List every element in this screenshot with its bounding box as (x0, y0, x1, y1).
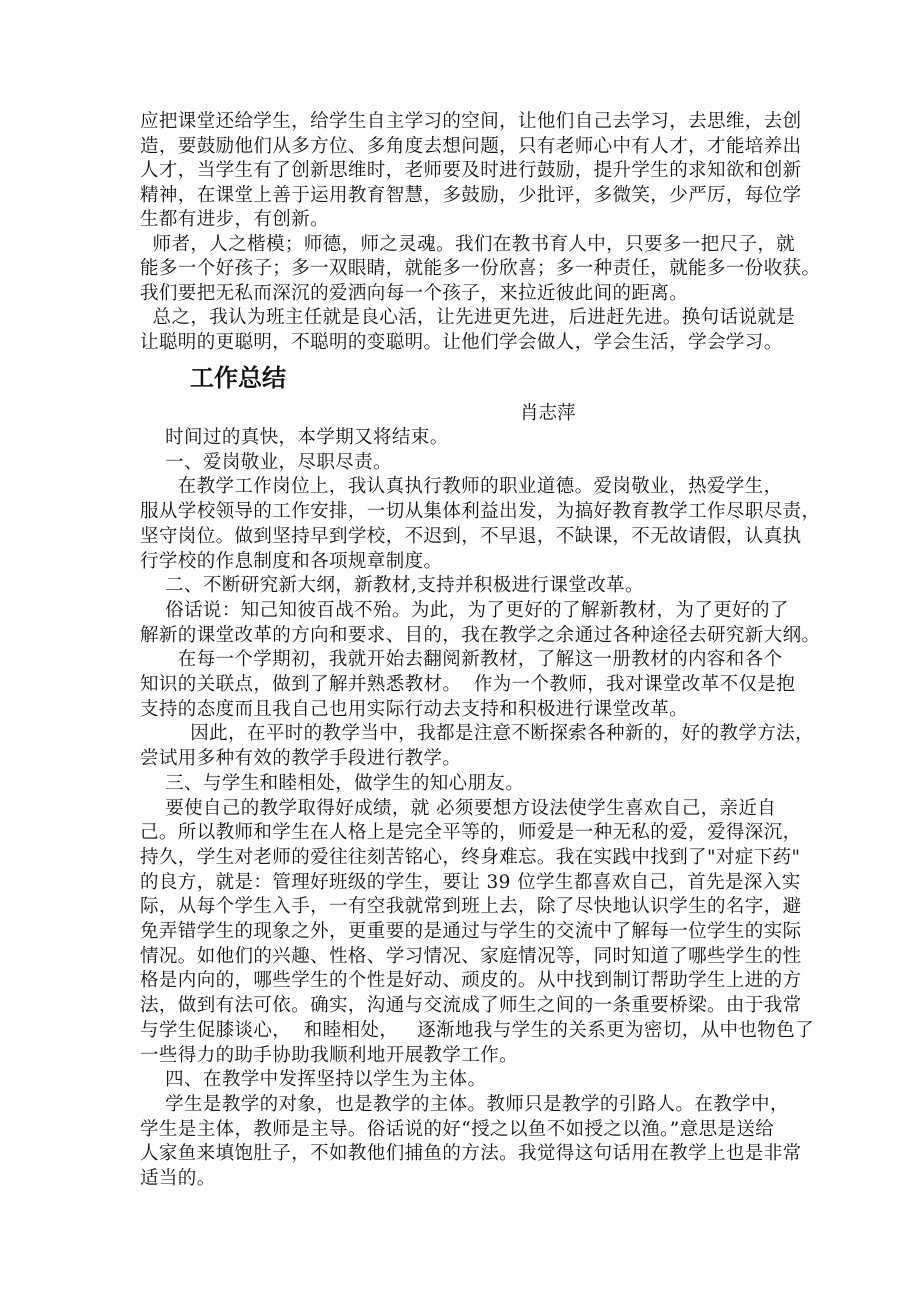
body-line: 在教学工作岗位上，我认真执行教师的职业道德。爱岗敬业，热爱学生， (140, 476, 783, 497)
body-line: 情况。如他们的兴趣、性格、学习情况、家庭情况等，同时知道了哪些学生的性 (140, 946, 802, 967)
body-line: 俗话说：知己知彼百战不殆。为此，为了更好的了解新教材，为了更好的了 (140, 600, 789, 621)
body-line: 己。所以教师和学生在人格上是完全平等的，师爱是一种无私的爱，爱得深沉， (140, 822, 802, 843)
body-line: 二、不断研究新大纲，新教材,支持并积极进行课堂改革。 (140, 575, 644, 596)
body-line: 学生是主体，教师是主导。俗话说的好“授之以鱼不如授之以渔。”意思是送给 (140, 1119, 775, 1140)
intro-line: 造，要鼓励他们从多方位、多角度去想问题，只有老师心中有人才，才能培养出 (140, 136, 802, 157)
body-line: 行学校的作息制度和各项规章制度。 (140, 551, 443, 572)
body-line: 坚守岗位。做到坚持早到学校，不迟到，不早退，不缺课，不无故请假，认真执 (140, 526, 802, 547)
body-line: 学生是教学的对象，也是教学的主体。教师只是教学的引路人。在教学中， (140, 1094, 789, 1115)
intro-line: 让聪明的更聪明，不聪明的变聪明。让他们学会做人，学会生活，学会学习。 (140, 332, 783, 353)
author-name: 肖志萍 (520, 403, 576, 424)
body-line: 适当的。 (140, 1168, 216, 1189)
body-line: 因此，在平时的教学当中，我都是注意不断探索各种新的，好的教学方法， (140, 723, 814, 744)
body-line: 支持的态度而且我自己也用实际行动去支持和积极进行课堂改革。 (140, 699, 689, 720)
intro-line: 我们要把无私而深沉的爱洒向每一个孩子，来拉近彼此间的距离。 (140, 283, 689, 304)
body-line: 与学生促膝谈心， 和睦相处， 逐渐地我与学生的关系更为密切，从中也物色了 (140, 1020, 815, 1041)
body-line: 一些得力的助手协助我顺利地开展教学工作。 (140, 1045, 519, 1066)
intro-line: 生都有进步，有创新。 (140, 209, 330, 230)
body-line: 人家鱼来填饱肚子，不如教他们捕鱼的方法。我觉得这句话用在教学上也是非常 (140, 1143, 802, 1164)
body-line: 知识的关联点，做到了解并熟悉教材。 作为一个教师，我对课堂改革不仅是抱 (140, 674, 796, 695)
intro-line: 应把课堂还给学生，给学生自主学习的空间，让他们自己去学习，去思维，去创 (140, 111, 802, 132)
body-line: 服从学校领导的工作安排，一切从集体利益出发，为搞好教育教学工作尽职尽责， (140, 501, 821, 522)
body-line: 际，从每个学生入手，一有空我就常到班上去，除了尽快地认识学生的名字，避 (140, 896, 802, 917)
body-line: 持久，学生对老师的爱往往刻苦铭心，终身难忘。我在实践中找到了"对症下药" (140, 847, 801, 868)
body-line: 三、与学生和睦相处，做学生的知心朋友。 (140, 773, 525, 794)
intro-line: 精神，在课堂上善于运用教育智慧，多鼓励，少批评，多微笑，少严厉，每位学 (140, 185, 802, 206)
intro-line: 师者，人之楷模；师德，师之灵魂。我们在教书育人中，只要多一把尺子，就 (140, 234, 796, 255)
intro-line: 能多一个好孩子；多一双眼睛，就能多一份欣喜；多一种责任，就能多一份收获。 (140, 258, 821, 279)
body-line: 的良方，就是：管理好班级的学生，要让 39 位学生都喜欢自己，首先是深入实 (140, 872, 801, 893)
body-line: 尝试用多种有效的教学手段进行教学。 (140, 748, 462, 769)
intro-line: 总之，我认为班主任就是良心活，让先进更先进，后进赶先进。换句话说就是 (140, 307, 796, 328)
body-line: 在每一个学期初，我就开始去翻阅新教材，了解这一册教材的内容和各个 (140, 649, 783, 670)
body-line: 一、爱岗敬业，尽职尽责。 (140, 452, 392, 473)
intro-line: 人才，当学生有了创新思维时，老师要及时进行鼓励，提升学生的求知欲和创新 (140, 160, 802, 181)
body-line: 要使自己的教学取得好成绩，就 必须要想方设法使学生喜欢自己，亲近自 (140, 798, 777, 819)
body-line: 解新的课堂改革的方向和要求、目的，我在教学之余通过各种途径去研究新大纲。 (140, 625, 821, 646)
body-line: 格是内向的，哪些学生的个性是好动、顽皮的。从中找到制订帮助学生上进的方 (140, 970, 802, 991)
document-title: 工作总结 (190, 364, 286, 392)
body-line: 免弄错学生的现象之外，更重要的是通过与学生的交流中了解每一位学生的实际 (140, 921, 802, 942)
body-line: 时间过的真快，本学期又将结束。 (140, 427, 449, 448)
body-line: 法，做到有法可依。确实，沟通与交流成了师生之间的一条重要桥梁。由于我常 (140, 995, 802, 1016)
body-line: 四、在教学中发挥坚持以学生为主体。 (140, 1069, 487, 1090)
